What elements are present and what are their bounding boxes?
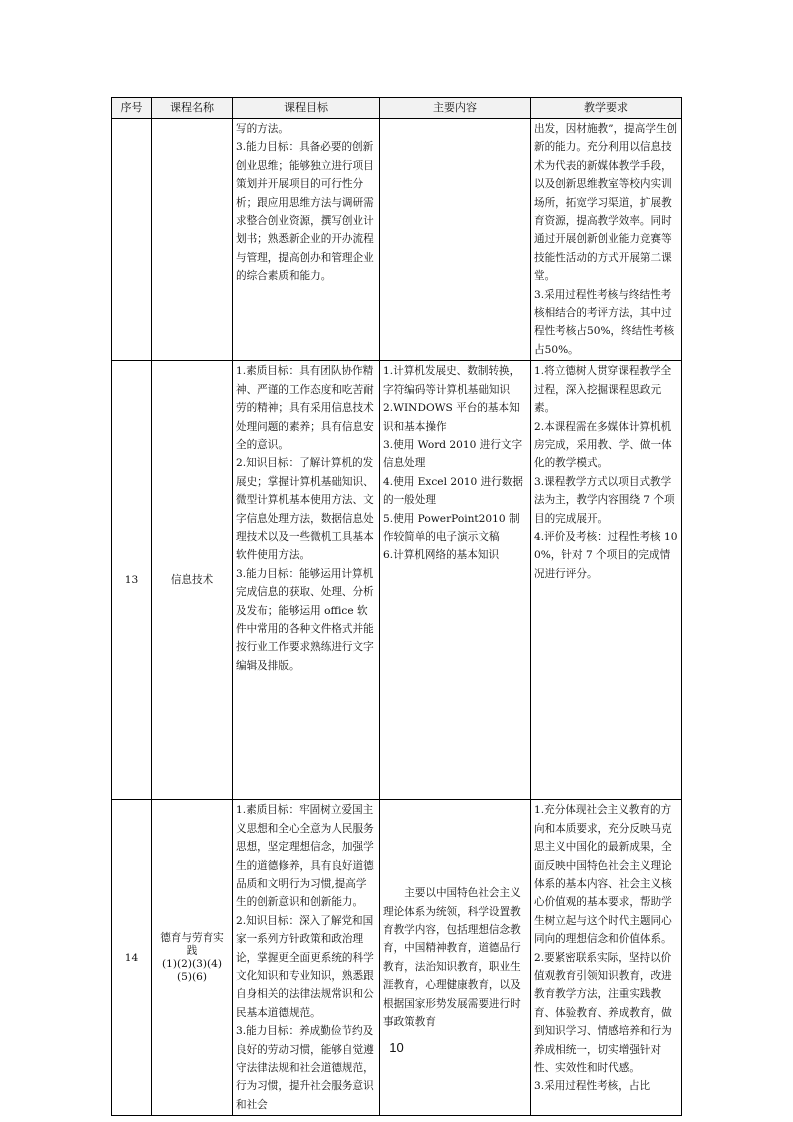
cell-no: 14	[112, 800, 152, 1116]
cell-name	[152, 800, 233, 1116]
course-name-text: 德育与劳育实践 (1)(2)(3)(4)(5)(6)	[160, 931, 224, 983]
cell-goal: 写的方法。 3.能力目标：具备必要的创新创业思维；能够独立进行项目策划并开展项目的可行性分析；跟应用思维方法与调研需求整合创业资源，撰写创业计划书；熟悉新企业的开办流程与管理，提高创办和管理企业的综合素质和能力。	[233, 119, 380, 361]
curriculum-table	[111, 97, 682, 1116]
table-header-row	[112, 98, 682, 119]
cell-no: 13	[112, 361, 152, 800]
header-course-name: 课程名称	[152, 98, 233, 119]
cell-no	[112, 119, 152, 361]
table-row	[112, 800, 682, 1116]
page-number: 10	[389, 1040, 404, 1055]
cell-content	[380, 800, 531, 1116]
header-main-content: 主要内容	[380, 98, 531, 119]
header-course-goal: 课程目标	[233, 98, 380, 119]
content-text: 主要以中国特色社会主义理论体系为统领，科学设置教育教学内容，包括理想信念教育，中国精神教育，道德品行教育，法治知识教育，职业生涯教育，心理健康教育，以及根据国家形势发展需要进行时事政策教育	[383, 887, 521, 1028]
cell-content	[380, 119, 531, 361]
cell-name: 信息技术	[152, 361, 233, 800]
header-no: 序号	[112, 98, 152, 119]
cell-requirement: 1.将立德树人贯穿课程教学全过程，深入挖掘课程思政元素。 2.本课程需在多媒体计算机机房完成，采用教、学、做一体化的教学模式。 3.课程教学方式以项目式教学法为主，教学内容围绕 7 个项目的完成展开。 4.评价及考核：过程性考核 100%，针对 7 个项目的完成情况进行评分。	[531, 361, 682, 800]
table-row	[112, 361, 682, 800]
cell-goal: 1.素质目标：具有团队协作精神、严谨的工作态度和吃苦耐劳的精神；具有采用信息技术处理问题的素养；具有信息安全的意识。 2.知识目标：了解计算机的发展史；掌握计算机基础知识、微型计算机基本使用方法、文字信息处理方法，数据信息处理技术以及一些微机工具基本软件使用方法。 3.能力目标：能够运用计算机完成信息的获取、处理、分析及发布；能够运用 office 软件中常用的各种文件格式并能按行业工作要求熟练进行文字编辑及排版。	[233, 361, 380, 800]
cell-name	[152, 119, 233, 361]
cell-goal: 1.素质目标：牢固树立爱国主义思想和全心全意为人民服务思想，坚定理想信念，加强学生的道德修养，具有良好道德品质和文明行为习惯,提高学生的创新意识和创新能力。 2.知识目标：深入了解党和国家一系列方针政策和政治理论，掌握更全面更系统的科学文化知识和专业知识，熟悉跟自身相关的法律法规常识和公民基本道德规范。 3.能力目标：养成勤俭节约及良好的劳动习惯，能够自觉遵守法律法规和社会道德规范，行为习惯，提升社会服务意识和社会	[233, 800, 380, 1116]
cell-requirement: 1.充分体现社会主义教育的方向和本质要求，充分反映马克思主义中国化的最新成果，全面反映中国特色社会主义理论体系的基本内容、社会主义核心价值观的基本要求，帮助学生树立起与这个时代主题同心同向的理想信念和价值体系。 2.要紧密联系实际，坚持以价值观教育引领知识教育，改进教育教学方法，注重实践教育、体验教育、养成教育，做到知识学习、情感培养和行为养成相统一，切实增强针对性、实效性和时代感。 3.采用过程性考核，占比	[531, 800, 682, 1116]
table-row	[112, 119, 682, 361]
header-teaching-requirement: 教学要求	[531, 98, 682, 119]
cell-requirement: 出发，因材施教”，提高学生创新的能力。充分利用以信息技术为代表的新媒体教学手段，以及创新思维教室等校内实训场所，拓宽学习渠道，扩展教育资源，提高教学效率。同时通过开展创新创业能力竞赛等技能性活动的方式开展第二课堂。 3.采用过程性考核与终结性考核相结合的考评方法，其中过程性考核占50%，终结性考核占50%。	[531, 119, 682, 361]
cell-content: 1.计算机发展史、数制转换，字符编码等计算机基础知识 2.WINDOWS 平台的基本知识和基本操作 3.使用 Word 2010 进行文字信息处理 4.使用 Excel 2010 进行数据的一般处理 5.使用 PowerPoint2010 制作较简单的电子演示文稿 6.计算机网络的基本知识	[380, 361, 531, 800]
